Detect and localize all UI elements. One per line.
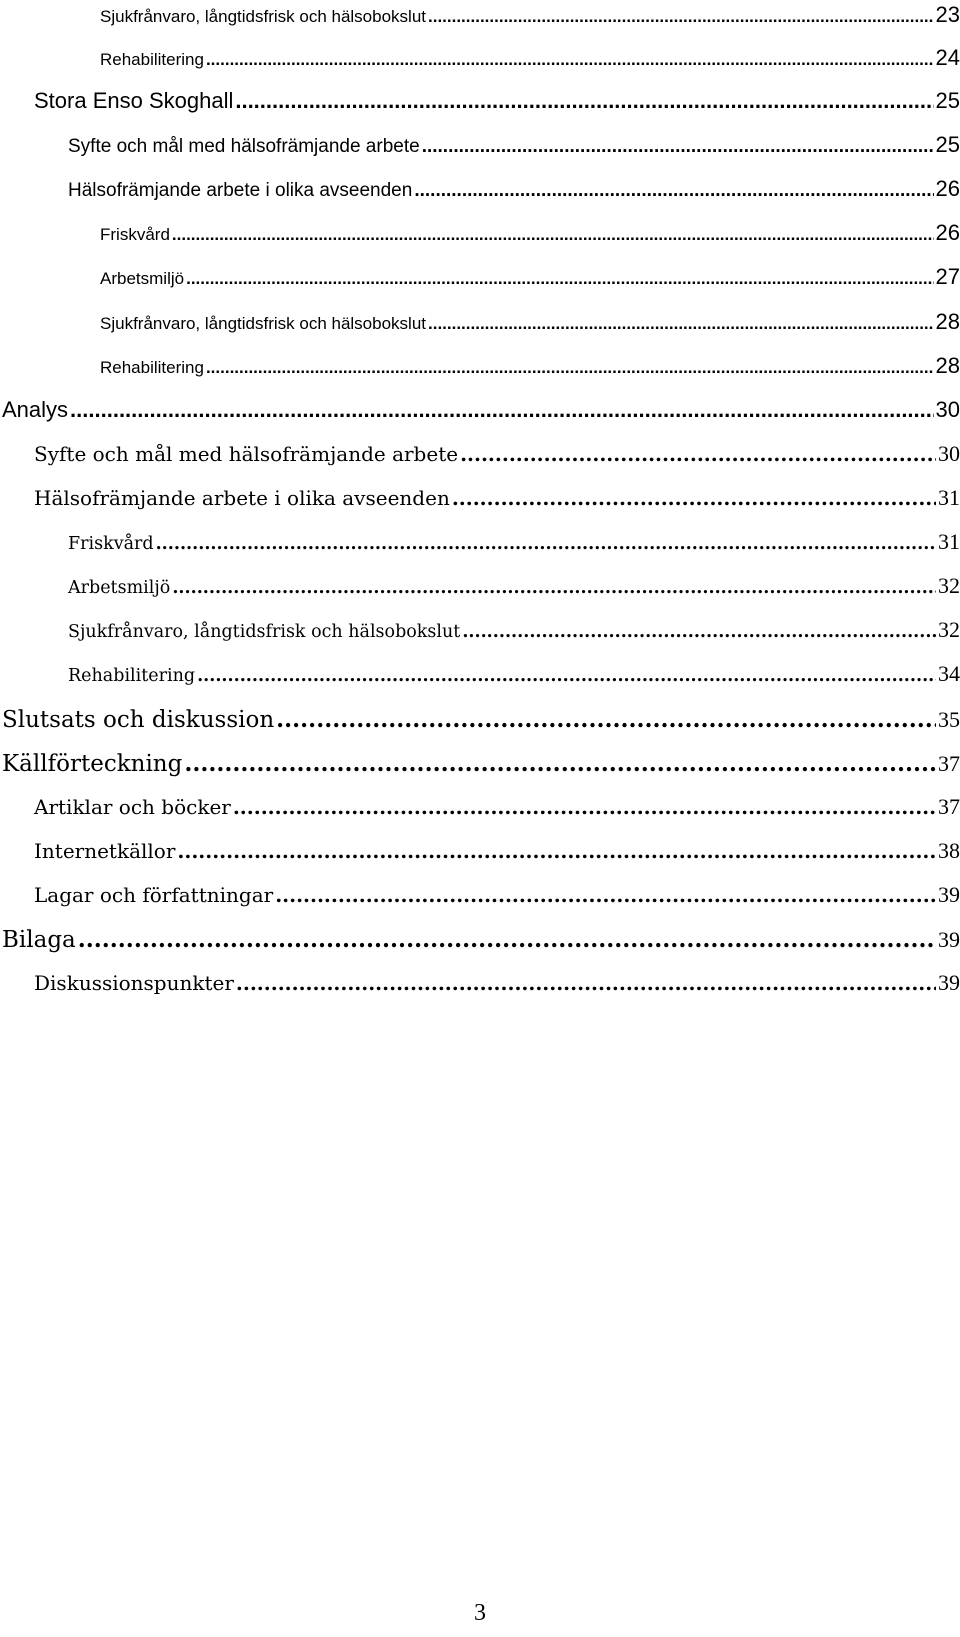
toc-entry-page: 37 — [938, 751, 960, 776]
dot-leader — [156, 534, 936, 554]
toc-entry[interactable] — [34, 882, 960, 908]
dot-leader — [172, 578, 936, 598]
toc-entry[interactable] — [68, 176, 960, 202]
dot-leader — [186, 269, 933, 289]
toc-entry-title: Artiklar och böcker — [34, 795, 231, 819]
toc-entry-title: Bilaga — [2, 927, 76, 953]
toc-entry-title: Syfte och mål med hälsofrämjande arbete — [68, 136, 420, 157]
toc-entry-title: Slutsats och diskussion — [2, 707, 275, 733]
toc-entry-page: 26 — [935, 176, 960, 201]
toc-entry-page: 28 — [935, 309, 960, 334]
toc-entry-page: 30 — [938, 441, 960, 466]
toc-entry-title: Rehabilitering — [100, 358, 204, 377]
toc-entry-title: Stora Enso Skoghall — [34, 88, 234, 113]
toc-entry-page: 30 — [935, 397, 960, 422]
toc-entry[interactable] — [100, 309, 960, 335]
dot-leader — [276, 706, 936, 733]
toc-entry[interactable] — [2, 750, 960, 777]
toc-entry-title: Analys — [2, 397, 69, 422]
dot-leader — [236, 971, 936, 995]
toc-entry-title: Friskvård — [68, 534, 154, 554]
dot-leader — [275, 883, 936, 907]
toc-entry-page: 37 — [938, 794, 960, 819]
toc-entry[interactable] — [34, 970, 960, 996]
dot-leader — [428, 314, 934, 334]
toc-entry-title: Rehabilitering — [68, 666, 196, 686]
dot-leader — [460, 442, 936, 466]
toc-entry-title: Hälsofrämjande arbete i olika avseenden — [68, 180, 413, 201]
dot-leader — [235, 88, 933, 114]
toc-entry-title: Sjukfrånvaro, långtidsfrisk och hälsobokslut — [100, 314, 426, 333]
toc-entry-title: Rehabilitering — [100, 50, 204, 69]
page-number: 3 — [474, 1600, 486, 1626]
toc-entry-page: 35 — [938, 707, 960, 732]
toc-entry[interactable] — [100, 353, 960, 379]
toc-entry-page: 28 — [935, 353, 960, 378]
toc-entry-page: 24 — [935, 45, 960, 70]
toc-entry-title: Syfte och mål med hälsofrämjande arbete — [34, 442, 459, 466]
toc-entry-page: 38 — [938, 838, 960, 863]
toc-entry[interactable] — [100, 264, 960, 290]
toc-entry[interactable] — [2, 706, 960, 733]
toc-entry[interactable] — [100, 2, 960, 28]
toc-entry-title: Arbetsmiljö — [68, 578, 171, 598]
toc-entry-page: 27 — [935, 264, 960, 289]
toc-entry-title: Diskussionspunkter — [34, 971, 234, 995]
toc-entry[interactable] — [34, 838, 960, 864]
toc-entry-page: 39 — [938, 970, 960, 995]
toc-entry[interactable] — [2, 926, 960, 953]
dot-leader — [206, 358, 934, 378]
dot-leader — [177, 839, 936, 863]
dot-leader — [197, 666, 936, 686]
toc-entry-page: 31 — [938, 485, 960, 510]
toc-entry[interactable] — [68, 661, 960, 687]
toc-entry-page: 39 — [938, 882, 960, 907]
toc-entry[interactable] — [34, 794, 960, 820]
toc-entry[interactable] — [68, 573, 960, 599]
toc-entry[interactable] — [2, 397, 960, 423]
toc-entry-title: Internetkällor — [34, 839, 176, 863]
toc-entry-page: 32 — [938, 573, 960, 598]
dot-leader — [452, 486, 936, 510]
dot-leader — [70, 397, 933, 423]
toc-entry-page: 39 — [938, 927, 960, 952]
dot-leader — [233, 795, 936, 819]
toc-entry[interactable] — [34, 485, 960, 511]
dot-leader — [462, 622, 936, 642]
toc-entry-title: Lagar och författningar — [34, 883, 274, 907]
toc-entry-title: Sjukfrånvaro, långtidsfrisk och hälsobokslut — [68, 622, 461, 642]
toc-entry[interactable] — [34, 441, 960, 467]
dot-leader — [78, 926, 936, 953]
toc-entry-page: 23 — [935, 2, 960, 27]
toc-entry-title: Arbetsmiljö — [100, 269, 185, 288]
dot-leader — [414, 180, 933, 202]
toc-entry[interactable] — [68, 617, 960, 643]
toc-entry[interactable] — [68, 529, 960, 555]
toc-entry-page: 31 — [938, 529, 960, 554]
toc-entry-page: 34 — [938, 661, 960, 686]
toc-entry-page: 25 — [935, 88, 960, 113]
toc-entry[interactable] — [100, 220, 960, 246]
toc-entry-page: 25 — [935, 132, 960, 157]
dot-leader — [206, 50, 934, 70]
toc-entry[interactable] — [34, 88, 960, 114]
dot-leader — [428, 7, 934, 27]
dot-leader — [422, 136, 934, 158]
toc-entry-page: 32 — [938, 617, 960, 642]
toc-entry[interactable] — [68, 132, 960, 158]
dot-leader — [184, 750, 936, 777]
toc-entry[interactable] — [100, 45, 960, 71]
dot-leader — [172, 225, 934, 245]
toc-entry-title: Källförteckning — [2, 751, 183, 777]
toc-entry-title: Sjukfrånvaro, långtidsfrisk och hälsobokslut — [100, 7, 426, 26]
toc-entry-page: 26 — [935, 220, 960, 245]
toc-entry-title: Hälsofrämjande arbete i olika avseenden — [34, 486, 450, 510]
toc-entry-title: Friskvård — [100, 225, 170, 244]
